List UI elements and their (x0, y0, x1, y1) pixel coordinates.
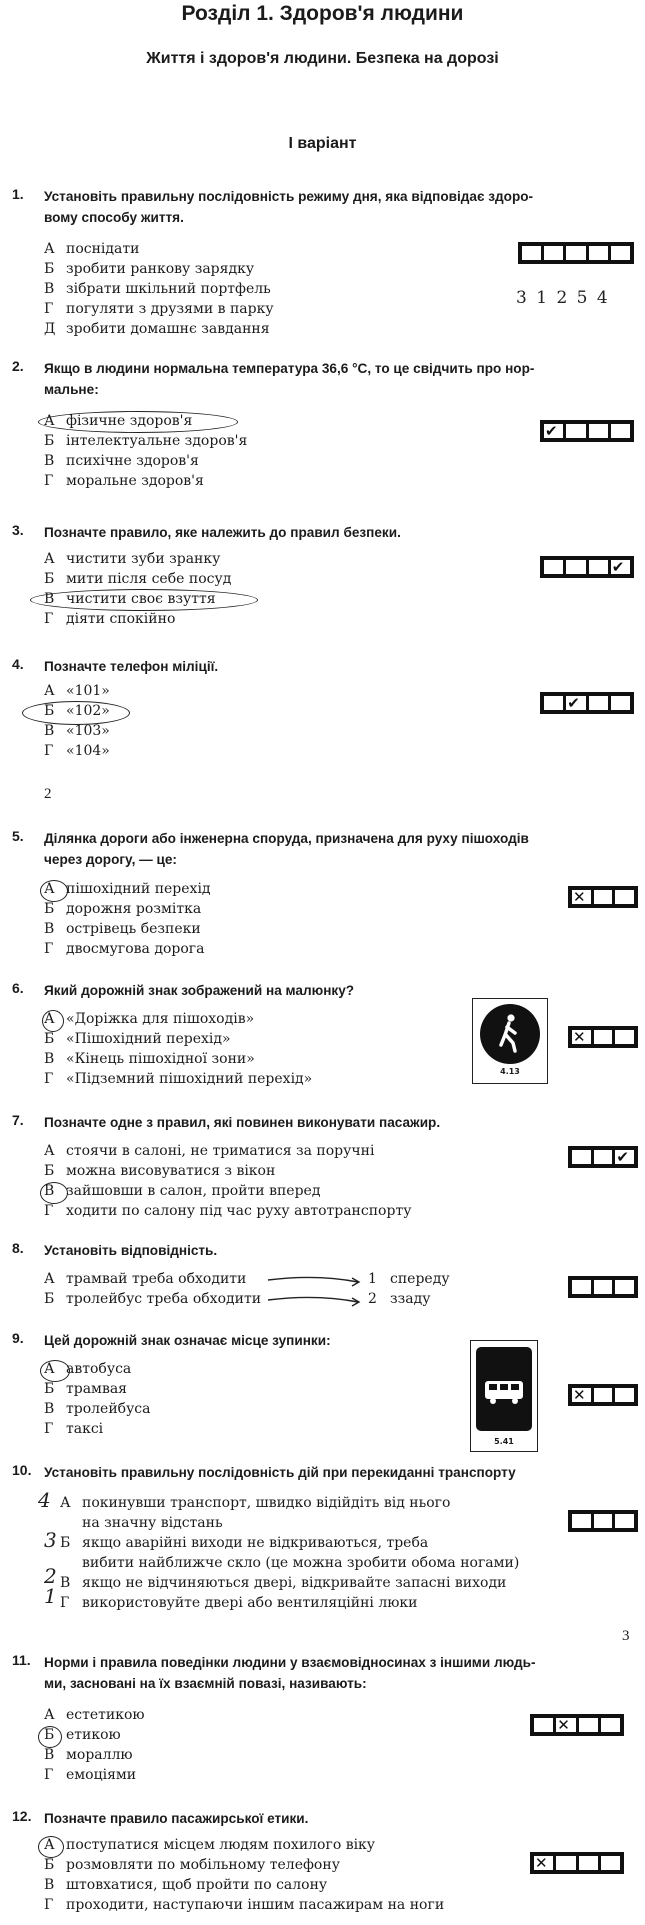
question-number: 11. (12, 1652, 31, 1668)
cross-mark-icon: ✕ (573, 1028, 586, 1046)
answer-grid[interactable] (568, 886, 638, 908)
option-c: В тролейбуса (44, 1401, 151, 1417)
question-number: 5. (12, 828, 24, 844)
option-b: Б «Пішохідний перехід» (44, 1031, 231, 1047)
check-mark-icon: ✔ (611, 558, 625, 576)
question-number: 7. (12, 1112, 24, 1128)
answer-grid[interactable] (540, 420, 634, 442)
handwritten-order-b: 3 (44, 1528, 57, 1552)
answer-grid[interactable] (568, 1146, 638, 1168)
option-a: А «Доріжка для пішоходів» (44, 1011, 255, 1027)
sign-code: 5.41 (494, 1437, 514, 1446)
answer-grid[interactable] (530, 1714, 624, 1736)
answer-grid[interactable] (540, 556, 634, 578)
answer-grid[interactable] (540, 692, 634, 714)
option-a: А поступатися місцем людям похилого віку (44, 1837, 376, 1853)
bus-stop-sign (470, 1340, 538, 1452)
answer-grid[interactable] (568, 1510, 638, 1532)
option-c: В «Кінець пішохідної зони» (44, 1051, 255, 1067)
option-c: В мораллю (44, 1747, 133, 1763)
check-mark-icon: ✔ (545, 422, 558, 440)
question-9 (0, 1330, 645, 1445)
question-5 (0, 828, 645, 958)
question-number: 10. (12, 1462, 32, 1478)
option-b-cont: вибити найближче скло (це можна зробити обома ногами) (82, 1555, 520, 1571)
section-title: Розділ 1. Здоров'я людини (181, 2, 464, 25)
option-a: А трамвай треба обходити (44, 1271, 247, 1287)
question-number: 2. (12, 358, 24, 374)
option-d: Г двосмугова дорога (44, 941, 205, 957)
question-text: Цей дорожній знак означає місце зупинки: (44, 1333, 331, 1348)
option-c: В психічне здоров'я (44, 453, 199, 469)
option-b: Б можна висовуватися з вікон (44, 1163, 276, 1179)
cross-mark-icon: ✕ (573, 1386, 586, 1404)
bus-stop-icon (471, 1341, 537, 1437)
cross-mark-icon: ✕ (573, 888, 586, 906)
check-mark-icon: ✔ (567, 694, 580, 712)
option-c: В острівець безпеки (44, 921, 201, 937)
answer-grid[interactable] (568, 1026, 638, 1048)
option-b: Б етикою (44, 1727, 121, 1743)
question-11 (0, 1652, 645, 1792)
question-2 (0, 358, 645, 493)
question-number: 9. (12, 1330, 24, 1346)
option-a: А естетикою (44, 1707, 145, 1723)
option-a: А автобуса (44, 1361, 132, 1377)
question-3 (0, 522, 645, 632)
answer-grid[interactable] (568, 1384, 638, 1406)
question-number: 6. (12, 980, 24, 996)
option-b: Б якщо аварійні виходи не відкриваються, треба (60, 1535, 429, 1551)
question-text: Установіть правильну послідовність дій при перекиданні транспорту (44, 1465, 516, 1480)
handwritten-order-d: 1 (44, 1584, 57, 1608)
check-mark-icon: ✔ (616, 1148, 629, 1166)
option-c: В зібрати шкільний портфель (44, 281, 271, 297)
option-d: Г емоціями (44, 1767, 137, 1783)
option-c: В зайшовши в салон, пройти вперед (44, 1183, 321, 1199)
page-number: 2 (44, 786, 52, 802)
option-a: А «101» (44, 683, 110, 699)
option-d: Г таксі (44, 1421, 104, 1437)
question-text: Позначте правило, яке належить до правил безпеки. (44, 525, 401, 540)
question-7 (0, 1112, 645, 1227)
question-text: Позначте одне з правил, які повинен виконувати пасажир. (44, 1115, 441, 1130)
option-b: Б розмовляти по мобільному телефону (44, 1857, 340, 1873)
option-a: А чистити зуби зранку (44, 551, 221, 567)
option-b: Б «102» (44, 703, 110, 719)
question-text: Установіть правильну послідовність режиму дня, яка відповідає здоро- вому способу життя. (44, 189, 534, 225)
option-a-cont: на значну відстань (82, 1515, 223, 1531)
option-d: Г «Підземний пішохідний перехід» (44, 1071, 313, 1087)
option-c: В чистити своє взуття (44, 591, 216, 607)
option-b: Б мити після себе посуд (44, 571, 232, 587)
option-d: Г погуляти з друзями в парку (44, 301, 274, 317)
question-number: 1. (12, 186, 24, 202)
cross-mark-icon: ✕ (535, 1854, 548, 1872)
question-number: 8. (12, 1240, 24, 1256)
match-arrows (266, 1274, 366, 1310)
cross-mark-icon: ✕ (557, 1716, 570, 1734)
question-8 (0, 1240, 645, 1315)
option-c: В якщо не відчиняються двері, відкривайте запасні виходи (60, 1575, 507, 1591)
question-text: Ділянка дороги або інженерна споруда, призначена для руху пішоходів через дорогу, — це: (44, 831, 529, 867)
question-text: Позначте телефон міліції. (44, 659, 219, 674)
question-10 (0, 1462, 645, 1622)
option-d: Г «104» (44, 743, 110, 759)
variant-label: І варіант (288, 135, 357, 152)
question-text: Якщо в людини нормальна температура 36,6 °С, то це свідчить про нор- мальне: (44, 361, 535, 397)
question-text: Який дорожній знак зображений на малюнку? (44, 983, 355, 998)
option-b: Б інтелектуальне здоров'я (44, 433, 248, 449)
question-number: 12. (12, 1808, 32, 1824)
option-b: Б трамвая (44, 1381, 128, 1397)
question-12 (0, 1808, 645, 1923)
question-text: Установіть відповідність. (44, 1243, 218, 1258)
option-a: А стоячи в салоні, не триматися за поручні (44, 1143, 375, 1159)
answer-grid[interactable] (518, 242, 634, 264)
handwritten-order-a: 4 (38, 1488, 51, 1512)
question-number: 3. (12, 522, 24, 538)
option-d: Г використовуйте двері або вентиляційні люки (60, 1595, 418, 1611)
option-d: Г ходити по салону під час руху автотранспорту (44, 1203, 412, 1219)
match-2: 2 ззаду (368, 1291, 431, 1307)
handwritten-answer: 3 1 2 5 4 (516, 288, 610, 308)
handwritten-order-c: 2 (44, 1564, 57, 1588)
option-a: А фізичне здоров'я (44, 413, 193, 429)
option-a: А пішохідний перехід (44, 881, 211, 897)
option-a: А поснідати (44, 241, 140, 257)
match-1: 1 спереду (368, 1271, 450, 1287)
question-4 (0, 656, 645, 776)
pedestrian-sign (472, 998, 548, 1084)
question-number: 4. (12, 656, 24, 672)
topic-title: Життя і здоров'я людини. Безпека на дорозі (146, 50, 499, 67)
option-c: В «103» (44, 723, 110, 739)
option-d: Г діяти спокійно (44, 611, 176, 627)
option-b: Б тролейбус треба обходити (44, 1291, 262, 1307)
sign-code: 4.13 (500, 1067, 520, 1076)
option-d: Г моральне здоров'я (44, 473, 204, 489)
answer-grid[interactable] (530, 1852, 624, 1874)
option-c: В штовхатися, щоб пройти по салону (44, 1877, 328, 1893)
pedestrian-icon (473, 999, 547, 1069)
question-text: Норми і правила поведінки людини у взаємовідносинах з іншими людь- ми, засновані на їх взаємній повазі, називають: (44, 1655, 536, 1691)
option-e: Д зробити домашнє завдання (44, 321, 270, 337)
question-text: Позначте правило пасажирської етики. (44, 1811, 309, 1826)
option-b: Б дорожня розмітка (44, 901, 202, 917)
question-6 (0, 980, 645, 1105)
answer-grid[interactable] (568, 1276, 638, 1298)
option-d: Г проходити, наступаючи іншим пасажирам на ноги (44, 1897, 445, 1913)
option-a: А покинувши транспорт, швидко відійдіть від нього (60, 1495, 451, 1511)
option-b: Б зробити ранкову зарядку (44, 261, 255, 277)
page-number: 3 (622, 1628, 630, 1644)
question-1 (0, 186, 645, 346)
